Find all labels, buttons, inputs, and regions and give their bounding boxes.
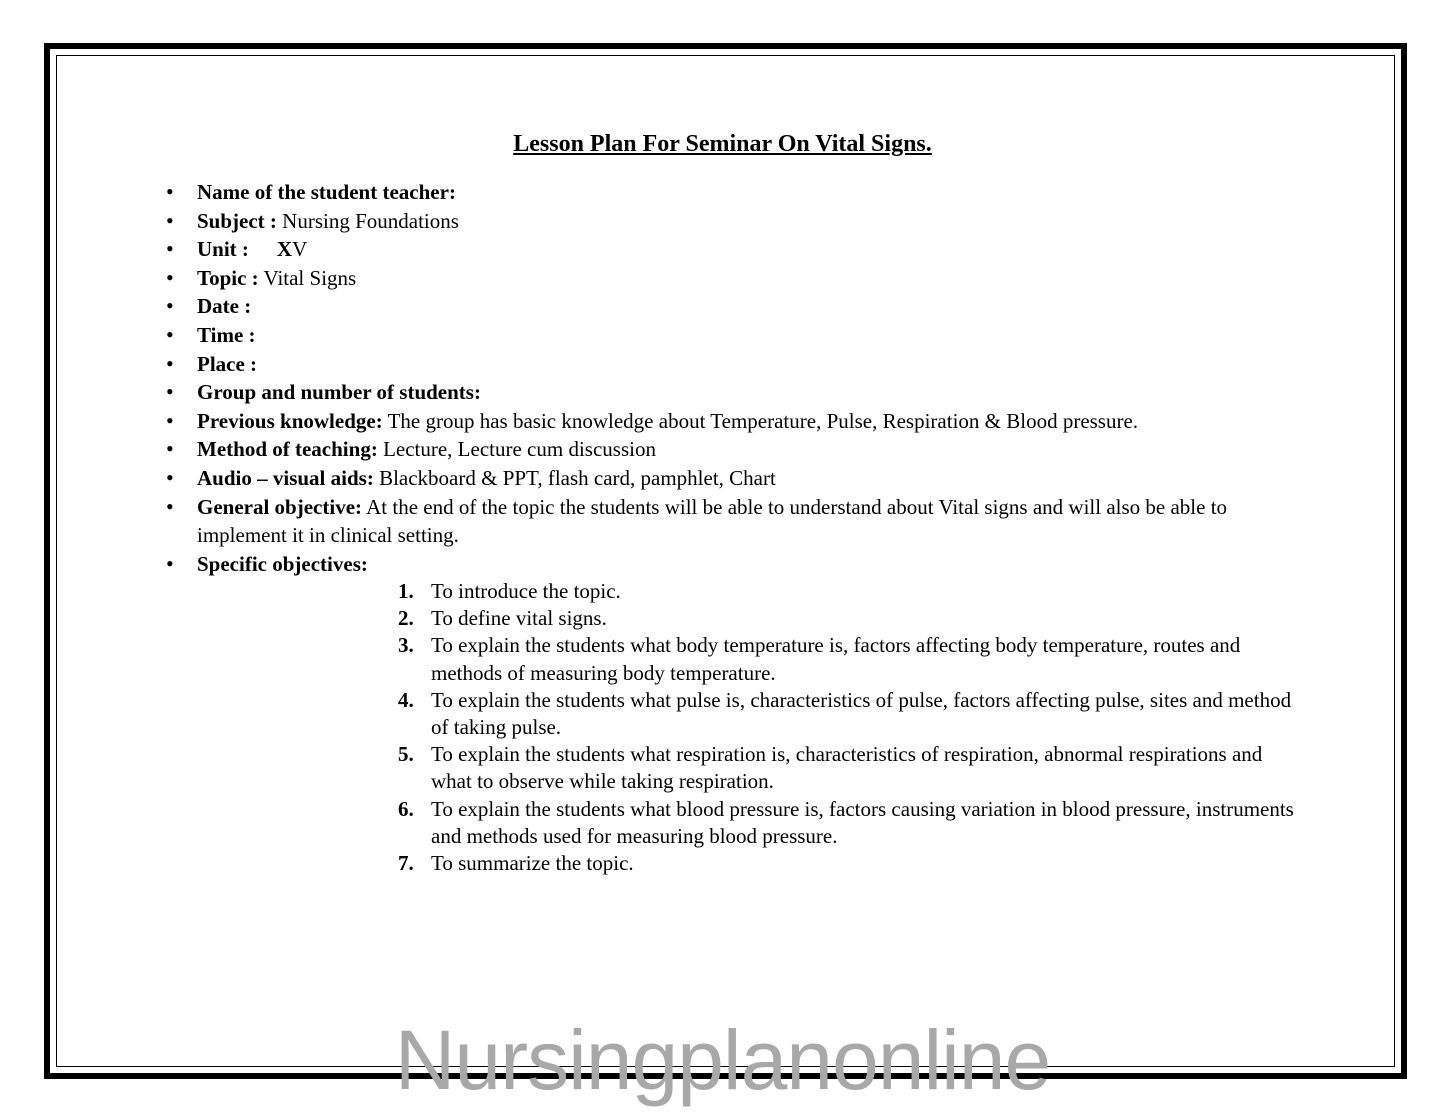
objective-number: 5. [398, 742, 414, 767]
watermark: Nursingplanonline [394, 1013, 1051, 1107]
bullet-icon: • [166, 264, 174, 290]
bullet-icon: • [166, 236, 174, 262]
list-item-group [160, 378, 1260, 407]
specific-objectives-list [395, 578, 1305, 877]
item-label: Date : [197, 294, 252, 319]
list-item-previous-knowledge [160, 407, 1260, 436]
item-label: Method of teaching: [197, 437, 378, 462]
item-value: Vital Signs [258, 265, 357, 290]
list-item-time [160, 321, 1260, 350]
item-label: Group and number of students: [197, 380, 481, 405]
item-value: The group has basic knowledge about Temperature, Pulse, Respiration & Blood pressure. [382, 408, 1139, 433]
item-label: General objective: [197, 494, 363, 519]
list-item-date [160, 292, 1260, 321]
item-value: V [292, 237, 308, 262]
bullet-icon: • [166, 179, 174, 204]
item-label: Specific objectives: [197, 551, 368, 576]
item-value: Blackboard & PPT, flash card, pamphlet, Chart [373, 465, 776, 490]
item-label: Unit : [197, 237, 249, 262]
bullet-icon: • [166, 436, 174, 462]
item-label: Subject : [197, 208, 277, 233]
objective-text: To define vital signs. [431, 606, 607, 631]
item-value: At the end of the topic the students will be able to understand about Vital signs and will also be able to implement it in clinical setting. [197, 494, 1228, 548]
objective-item [395, 687, 1305, 741]
bullet-icon: • [166, 207, 174, 233]
objective-item [395, 796, 1305, 850]
item-label: Place : [197, 351, 258, 376]
bullet-icon: • [166, 379, 174, 405]
item-label: Previous knowledge: [197, 408, 383, 433]
bullet-icon: • [166, 293, 174, 319]
objective-number: 7. [398, 851, 414, 876]
bullet-icon: • [166, 350, 174, 376]
list-item-specific-objectives [160, 550, 1260, 579]
bullet-icon: • [166, 550, 174, 576]
objective-number: 4. [398, 687, 414, 712]
objective-text: To explain the students what respiration is, characteristics of respiration, abnormal respirations and what to observe while taking respiration. [431, 742, 1263, 794]
objective-text: To summarize the topic. [431, 851, 634, 876]
list-item-topic [160, 264, 1260, 293]
list-item-place [160, 350, 1260, 379]
item-label: Name of the student teacher: [197, 180, 456, 204]
objective-item [395, 850, 1305, 877]
bullet-icon: • [166, 407, 174, 433]
list-item-general-objective [160, 493, 1260, 550]
item-value-bold: X [276, 237, 293, 262]
list-item-subject [160, 207, 1260, 236]
objective-number: 3. [398, 633, 414, 658]
item-label: Time : [197, 322, 256, 347]
list-item-unit [160, 235, 1260, 264]
list-item-method [160, 435, 1260, 464]
bullet-icon: • [166, 493, 174, 519]
objective-item [395, 632, 1305, 686]
objective-number: 2. [398, 606, 414, 631]
item-value: Nursing Foundations [276, 208, 459, 233]
item-label: Audio – visual aids: [197, 465, 374, 490]
lesson-details-list [160, 178, 1260, 578]
objective-item [395, 741, 1305, 795]
list-item-student-teacher [160, 178, 1260, 207]
objective-number: 1. [398, 579, 414, 603]
objective-text: To explain the students what body temperature is, factors affecting body temperature, routes and methods of measuring body temperature. [431, 633, 1241, 685]
list-item-av-aids [160, 464, 1260, 493]
objective-text: To explain the students what pulse is, characteristics of pulse, factors affecting pulse, sites and method of taking pulse. [431, 687, 1292, 740]
objective-text: To explain the students what blood pressure is, factors causing variation in blood pressure, instruments and methods used for measuring blood pressure. [431, 796, 1294, 848]
bullet-icon: • [166, 321, 174, 347]
objective-text: To introduce the topic. [431, 579, 621, 603]
bullet-icon: • [166, 464, 174, 490]
objective-item [395, 605, 1305, 632]
objective-number: 6. [398, 796, 414, 821]
document-title: Lesson Plan For Seminar On Vital Signs. [513, 131, 932, 157]
item-label: Topic : [197, 265, 259, 290]
objective-item [395, 578, 1305, 605]
item-value: Lecture, Lecture cum discussion [377, 437, 656, 462]
